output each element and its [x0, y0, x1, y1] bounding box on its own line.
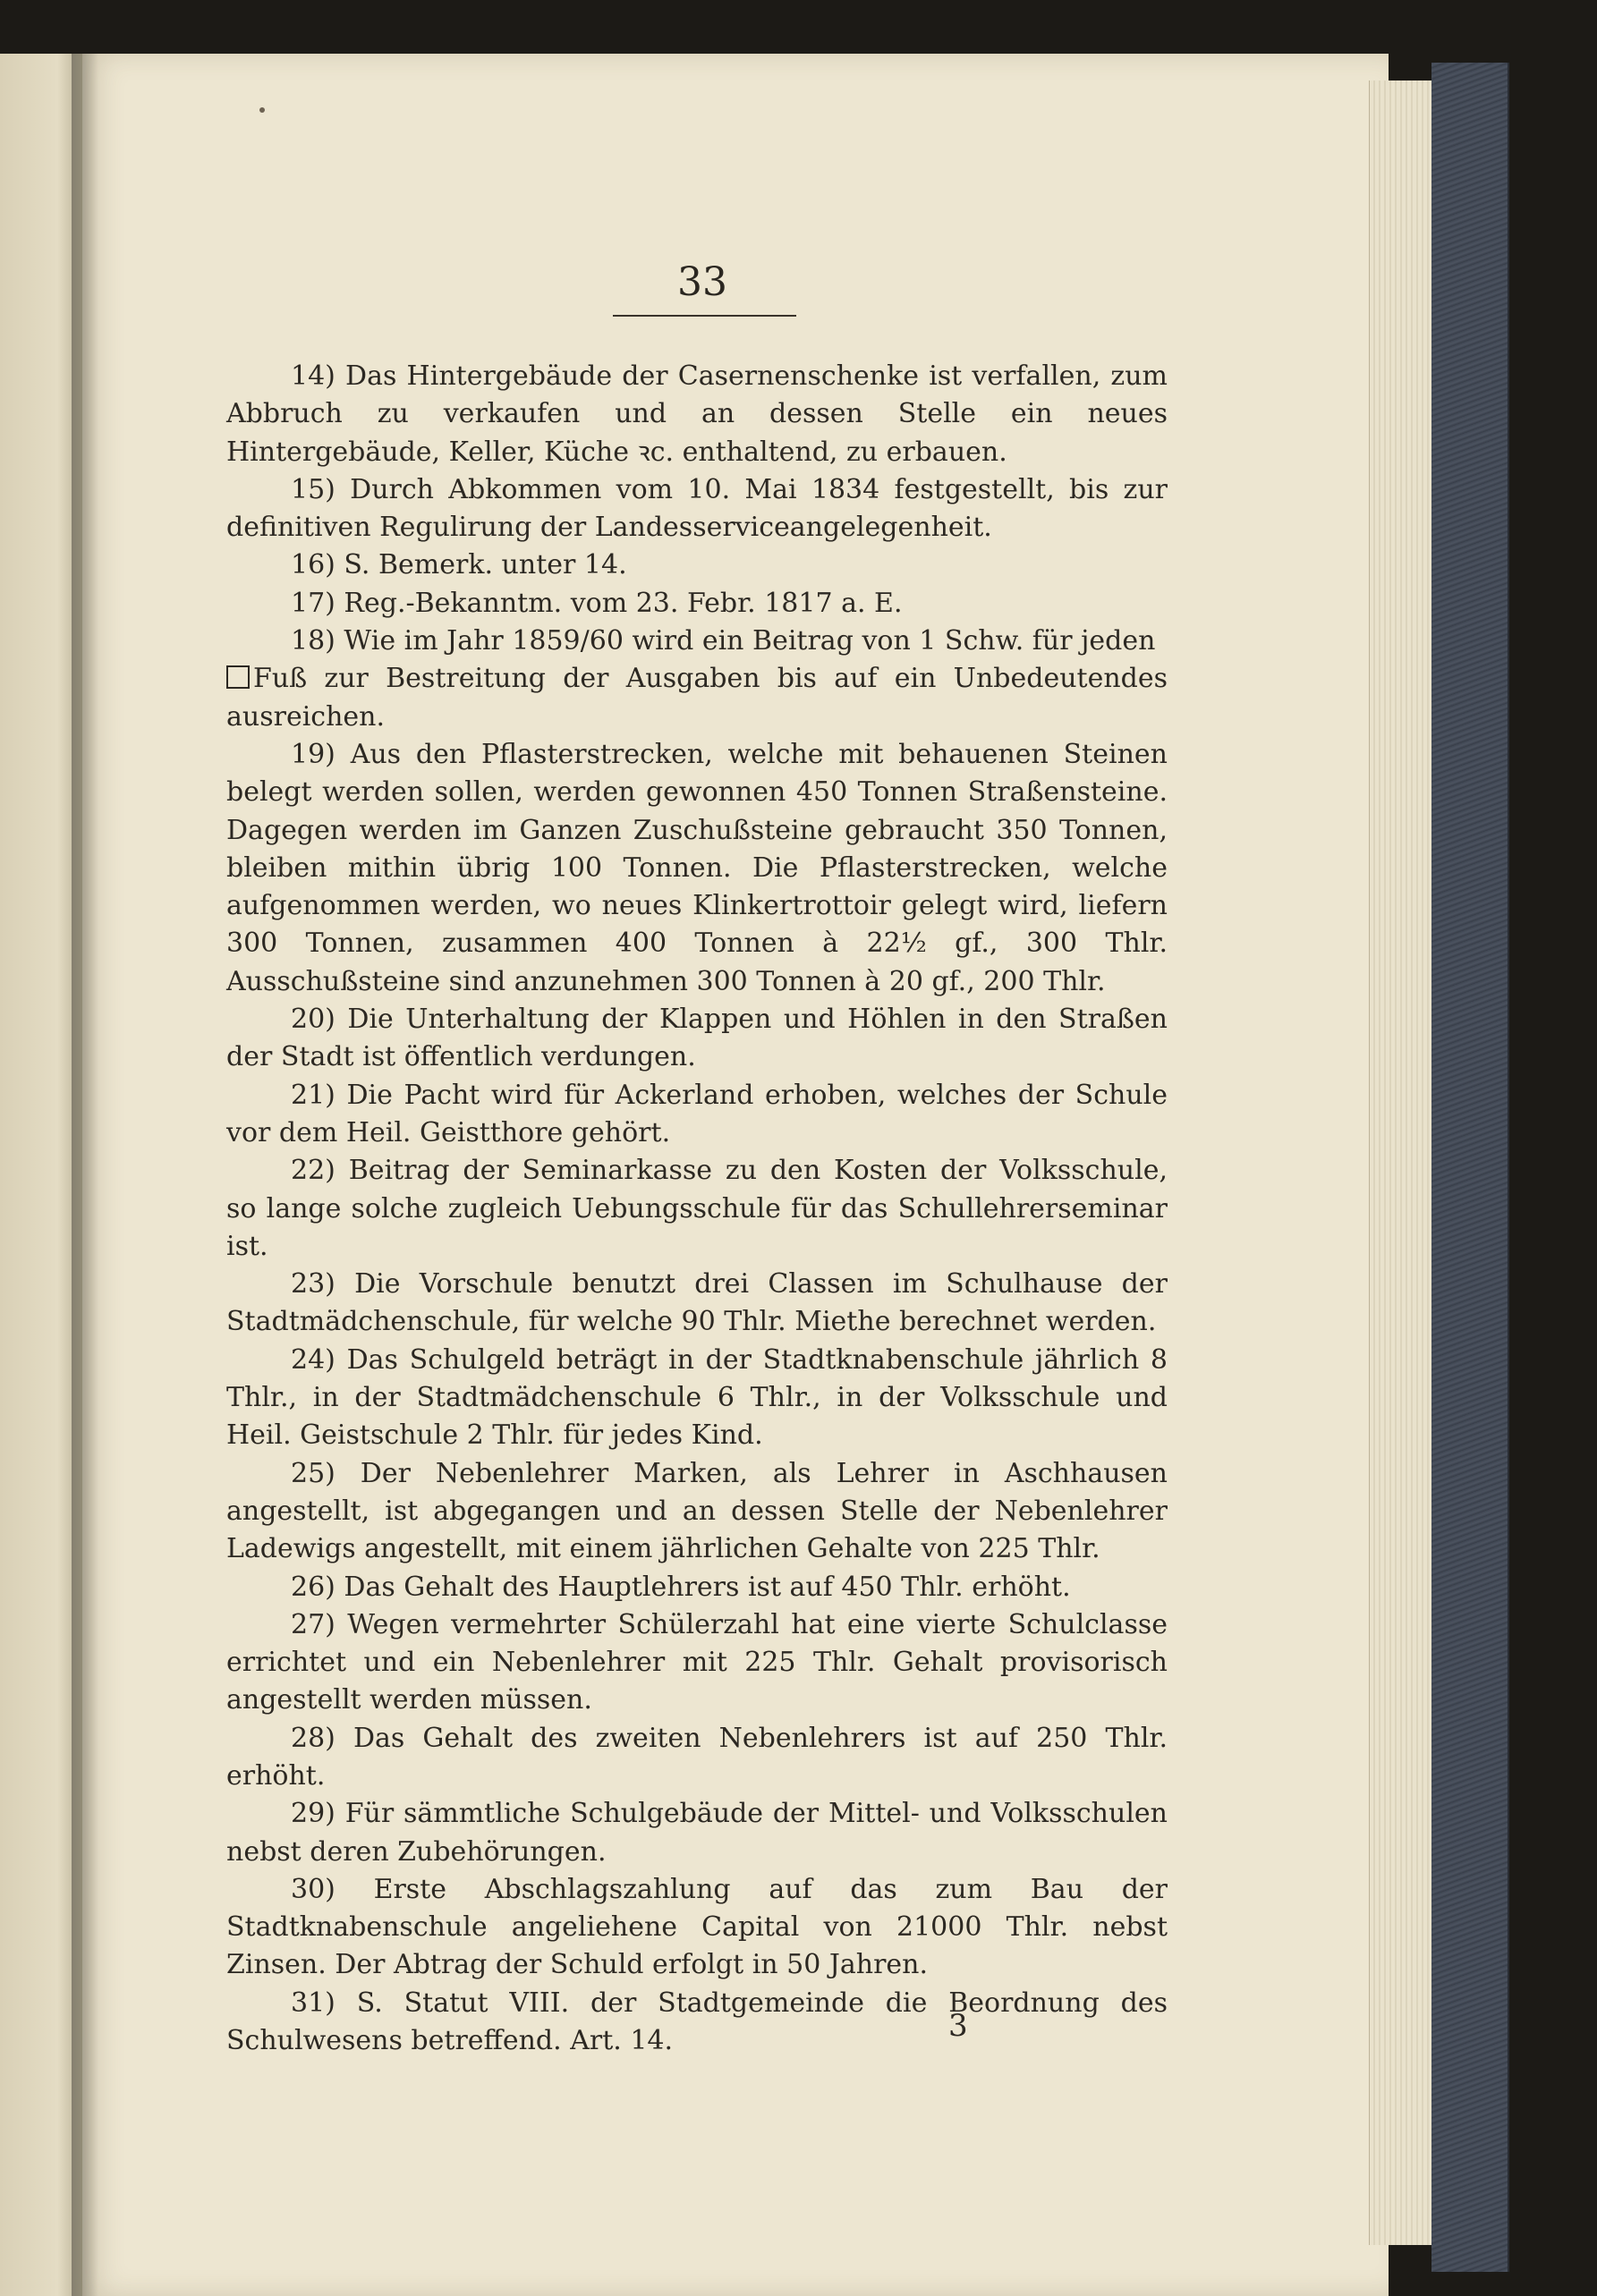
footnotes-text	[226, 358, 1168, 2060]
note-21: 21) Die Pacht wird für Ackerland erhoben, welches der Schule vor dem Heil. Geistthore gehört.	[226, 1079, 1168, 1148]
note-16: 16) S. Bemerk. unter 14.	[291, 549, 627, 581]
book-gutter	[72, 54, 98, 2296]
page-number: 33	[677, 259, 727, 305]
note-28: 28) Das Gehalt des zweiten Nebenlehrers ist auf 250 Thlr. erhöht.	[226, 1722, 1168, 1792]
header-rule	[613, 315, 796, 317]
note-24: 24) Das Schulgeld beträgt in der Stadtknabenschule jährlich 8 Thlr., in der Stadtmädchenschule 6 Thlr., in der Volksschule und Heil. Geistschule 2 Thlr. für jedes Kind.	[226, 1343, 1168, 1452]
note-25: 25) Der Nebenlehrer Marken, als Lehrer in Aschhausen angestellt, ist abgegangen und an dessen Stelle der Nebenlehrer Ladewigs angestellt, mit einem jährlichen Gehalte von 225 Thlr.	[226, 1457, 1168, 1565]
note-14: 14) Das Hintergebäude der Casernenschenke ist verfallen, zum Abbruch zu verkaufen und an dessen Stelle ein neues Hintergebäude, Keller, Küche ꝛc. enthaltend, zu erbauen.	[226, 360, 1168, 468]
note-26: 26) Das Gehalt des Hauptlehrers ist auf 450 Thlr. erhöht.	[291, 1571, 1071, 1603]
sheet-signature: 3	[948, 2008, 968, 2044]
page-speck	[259, 107, 265, 113]
note-23: 23) Die Vorschule benutzt drei Classen im Schulhause der Stadtmädchenschule, für welche 90 Thlr. Miethe berechnet werden.	[226, 1268, 1168, 1338]
previous-page-edge	[0, 54, 82, 2296]
note-18-continued-text: Fuß zur Bestreitung der Ausgaben bis auf ein Unbedeutendes ausreichen.	[226, 663, 1168, 733]
note-18-continued	[226, 660, 1168, 736]
note-30: 30) Erste Abschlagszahlung auf das zum Bau der Stadtknabenschule angeliehene Capital von 21000 Thlr. nebst Zinsen. Der Abtrag der Schuld erfolgt in 50 Jahren.	[226, 1873, 1168, 1981]
note-22: 22) Beitrag der Seminarkasse zu den Kosten der Volksschule, so lange solche zugleich Uebungsschule für das Schullehrerseminar ist.	[226, 1155, 1168, 1262]
note-18: 18) Wie im Jahr 1859/60 wird ein Beitrag von 1 Schw. für jeden	[291, 625, 1156, 657]
page-stack-edges	[1369, 80, 1432, 2245]
square-symbol	[226, 665, 250, 689]
note-15: 15) Durch Abkommen vom 10. Mai 1834 festgestellt, bis zur definitiven Regulirung der Landesserviceangelegenheit.	[226, 473, 1168, 544]
book-cover-edge	[1431, 63, 1509, 2272]
note-27: 27) Wegen vermehrter Schülerzahl hat eine vierte Schulclasse errichtet und ein Nebenlehrer mit 225 Thlr. Gehalt provisorisch angestellt werden müssen.	[226, 1608, 1168, 1716]
note-20: 20) Die Unterhaltung der Klappen und Höhlen in den Straßen der Stadt ist öffentlich verdungen.	[226, 1004, 1168, 1073]
note-29: 29) Für sämmtliche Schulgebäude der Mittel- und Volksschulen nebst deren Zubehörungen.	[226, 1798, 1168, 1868]
note-17: 17) Reg.-Bekanntm. vom 23. Febr. 1817 a. E.	[291, 587, 903, 619]
note-19: 19) Aus den Pflasterstrecken, welche mit behauenen Steinen belegt werden sollen, werden gewonnen 450 Tonnen Straßensteine. Dagegen werden im Ganzen Zuschußsteine gebraucht 350 Tonnen, bleiben mithin übrig 100 Tonnen. Die Pflasterstrecken, welche aufgenommen werden, wo neues Klinkertrottoir gelegt wird, liefern 300 Tonnen, zusammen 400 Tonnen à 22½ gf., 300 Thlr. Ausschußsteine sind anzunehmen 300 Tonnen à 20 gf., 200 Thlr.	[226, 738, 1168, 997]
note-31: 31) S. Statut VIII. der Stadtgemeinde die Beordnung des Schulwesens betreffend. Art. 14.	[226, 1987, 1168, 2057]
